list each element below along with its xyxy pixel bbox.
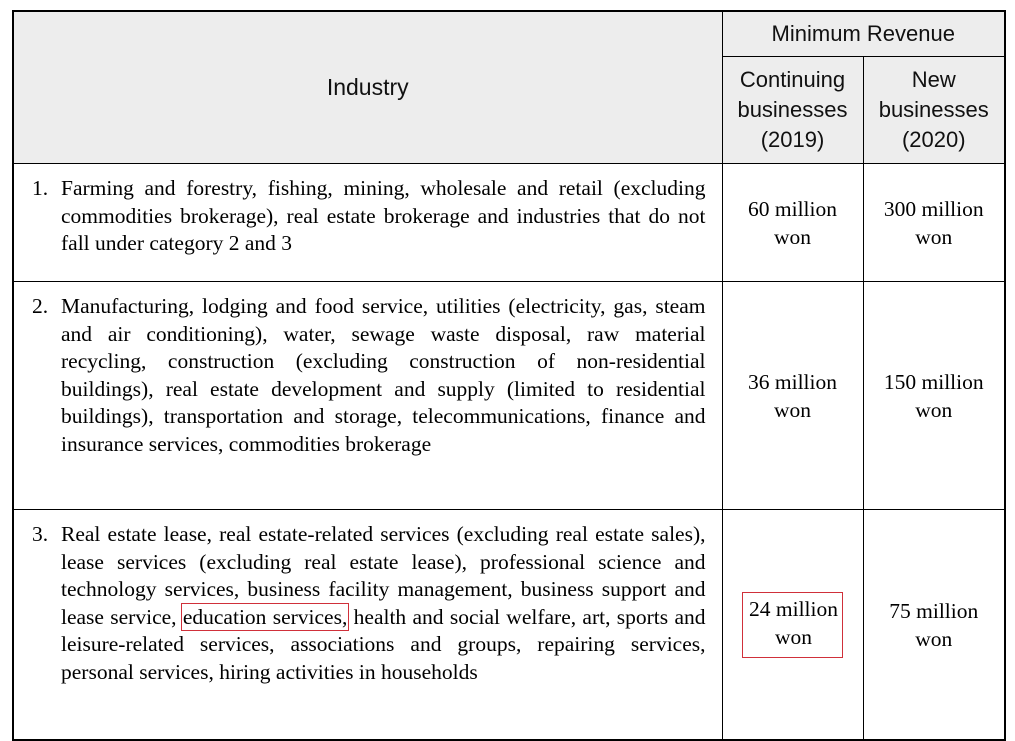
new-businesses-header: New businesses (2020): [863, 57, 1005, 164]
table-row: [13, 282, 1005, 510]
highlighted-education-services: education services,: [182, 604, 348, 629]
industry-text: Real estate lease, real estate-related services (excluding real estate sales), lease services (excluding real estate lease), professional science and technology services, business facility management, business support and lease service, education services, health and social welfare, art, sports and leisure-related services, associations and groups, repairing services, personal services, hiring activities in households: [61, 522, 706, 684]
table-row: [13, 164, 1005, 282]
industry-description: [13, 282, 722, 510]
industry-text: Manufacturing, lodging and food service, utilities (electricity, gas, steam and air conditioning), water, sewage waste disposal, raw material recycling, construction (excluding construction of non-residential buildings), real estate development and supply (limited to residential buildings), transportation and storage, telecommunications, finance and insurance services, commodities brokerage: [61, 294, 706, 456]
minimum-revenue-header: Minimum Revenue: [722, 11, 1005, 57]
continuing-revenue: 60 million won: [722, 164, 863, 282]
continuing-revenue: [722, 510, 863, 741]
row-number: 1.: [32, 176, 49, 200]
row-number: 3.: [32, 522, 49, 546]
new-revenue: 300 million won: [863, 164, 1005, 282]
highlighted-revenue-box: 24 million won: [742, 592, 843, 658]
new-revenue: 150 million won: [863, 282, 1005, 510]
industry-header: Industry: [13, 11, 722, 164]
minimum-revenue-table: [12, 10, 1006, 741]
industry-text: Farming and forestry, fishing, mining, wholesale and retail (excluding commodities brokerage), real estate brokerage and industries that do not fall under category 2 and 3: [61, 176, 706, 255]
row-number: 2.: [32, 294, 49, 318]
new-revenue: 75 million won: [863, 510, 1005, 741]
table-row: [13, 510, 1005, 741]
continuing-revenue: 36 million won: [722, 282, 863, 510]
continuing-businesses-header: Continuing businesses (2019): [722, 57, 863, 164]
industry-description: [13, 510, 722, 741]
industry-description: [13, 164, 722, 282]
